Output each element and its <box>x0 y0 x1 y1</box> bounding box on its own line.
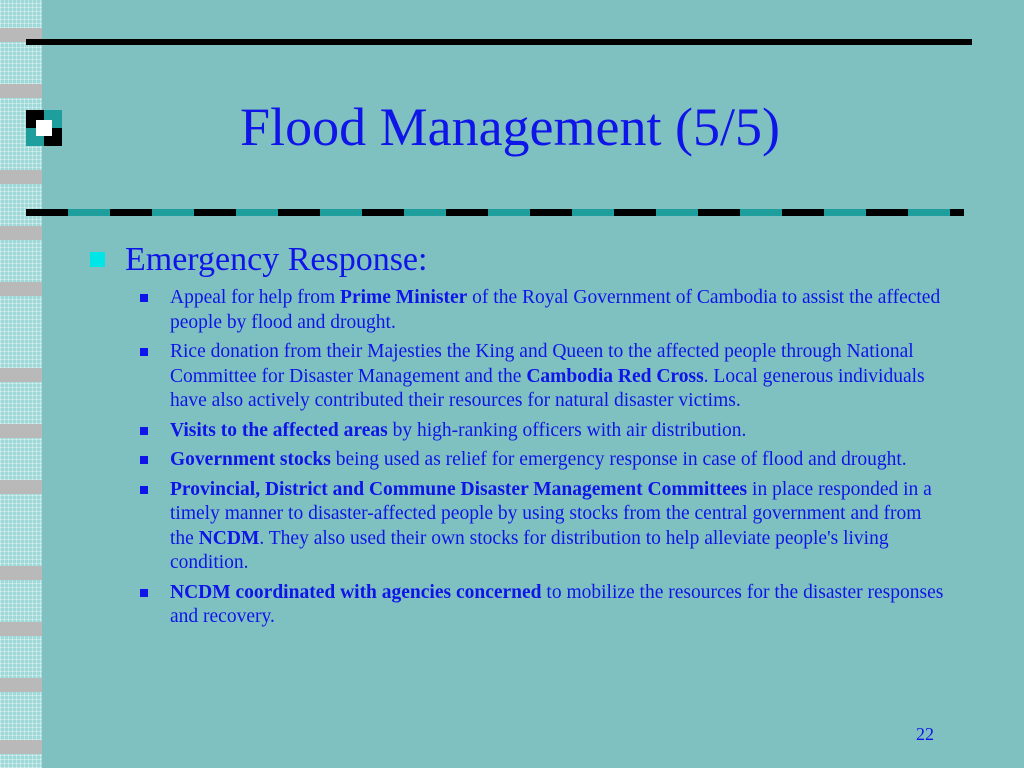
bold-text: Provincial, District and Commune Disaster Management Committees <box>170 478 748 500</box>
list-item <box>88 581 948 630</box>
strip-band <box>0 226 42 240</box>
strip-band <box>0 84 42 98</box>
strip-band <box>0 282 42 296</box>
small-square-bullet-icon <box>140 456 148 464</box>
item-text: . Local generous individuals have also actively contributed their resources for natural disaster victims. <box>170 365 925 411</box>
small-square-bullet-icon <box>140 486 148 494</box>
bold-text: Visits to the affected areas <box>170 419 388 441</box>
bold-text: NCDM coordinated with agencies concerned <box>170 581 542 603</box>
strip-band <box>0 170 42 184</box>
item-text: by high-ranking officers with air distribution. <box>387 419 747 441</box>
bullet-list <box>88 286 948 630</box>
dashed-divider <box>26 209 964 216</box>
strip-band <box>0 566 42 580</box>
strip-band <box>0 678 42 692</box>
slide-content <box>88 240 948 635</box>
small-square-bullet-icon <box>140 427 148 435</box>
list-item <box>88 448 948 473</box>
item-text: Appeal for help from <box>170 287 341 308</box>
top-rule <box>26 39 972 45</box>
item-text: Rice donation from their Majesties the King and Queen to the affected people through National Committee for Disaster Management and the <box>170 341 914 387</box>
section-heading-text: Emergency Response: <box>125 241 428 278</box>
list-item <box>88 478 948 576</box>
bold-text: Cambodia Red Cross <box>526 365 704 387</box>
checker-squares-icon <box>26 110 62 146</box>
section-heading <box>88 240 948 280</box>
small-square-bullet-icon <box>140 589 148 597</box>
item-text: to mobilize the resources for the disaster responses and recovery. <box>170 581 944 627</box>
strip-band <box>0 368 42 382</box>
strip-band <box>0 480 42 494</box>
bold-text: Government stocks <box>170 449 331 470</box>
item-text: of the Royal Government of Cambodia to assist the affected people by flood and drought. <box>170 287 941 333</box>
item-text: being used as relief for emergency response in case of flood and drought. <box>330 449 907 470</box>
item-text: . They also used their own stocks for distribution to help alleviate people's living condition. <box>170 527 889 573</box>
strip-band <box>0 622 42 636</box>
bold-text: Prime Minister <box>340 287 468 308</box>
strip-band <box>0 740 42 754</box>
list-item <box>88 419 948 444</box>
page-number: 22 <box>916 724 934 744</box>
strip-band <box>0 424 42 438</box>
small-square-bullet-icon <box>140 294 148 302</box>
list-item <box>88 340 948 414</box>
list-item <box>88 286 948 335</box>
slide-title: Flood Management (5/5) <box>240 97 780 157</box>
small-square-bullet-icon <box>140 348 148 356</box>
bold-text: NCDM <box>198 527 260 549</box>
square-bullet-icon <box>90 252 105 267</box>
item-text: in place responded in a timely manner to disaster-affected people by using stocks from the central government and from the <box>170 478 932 549</box>
